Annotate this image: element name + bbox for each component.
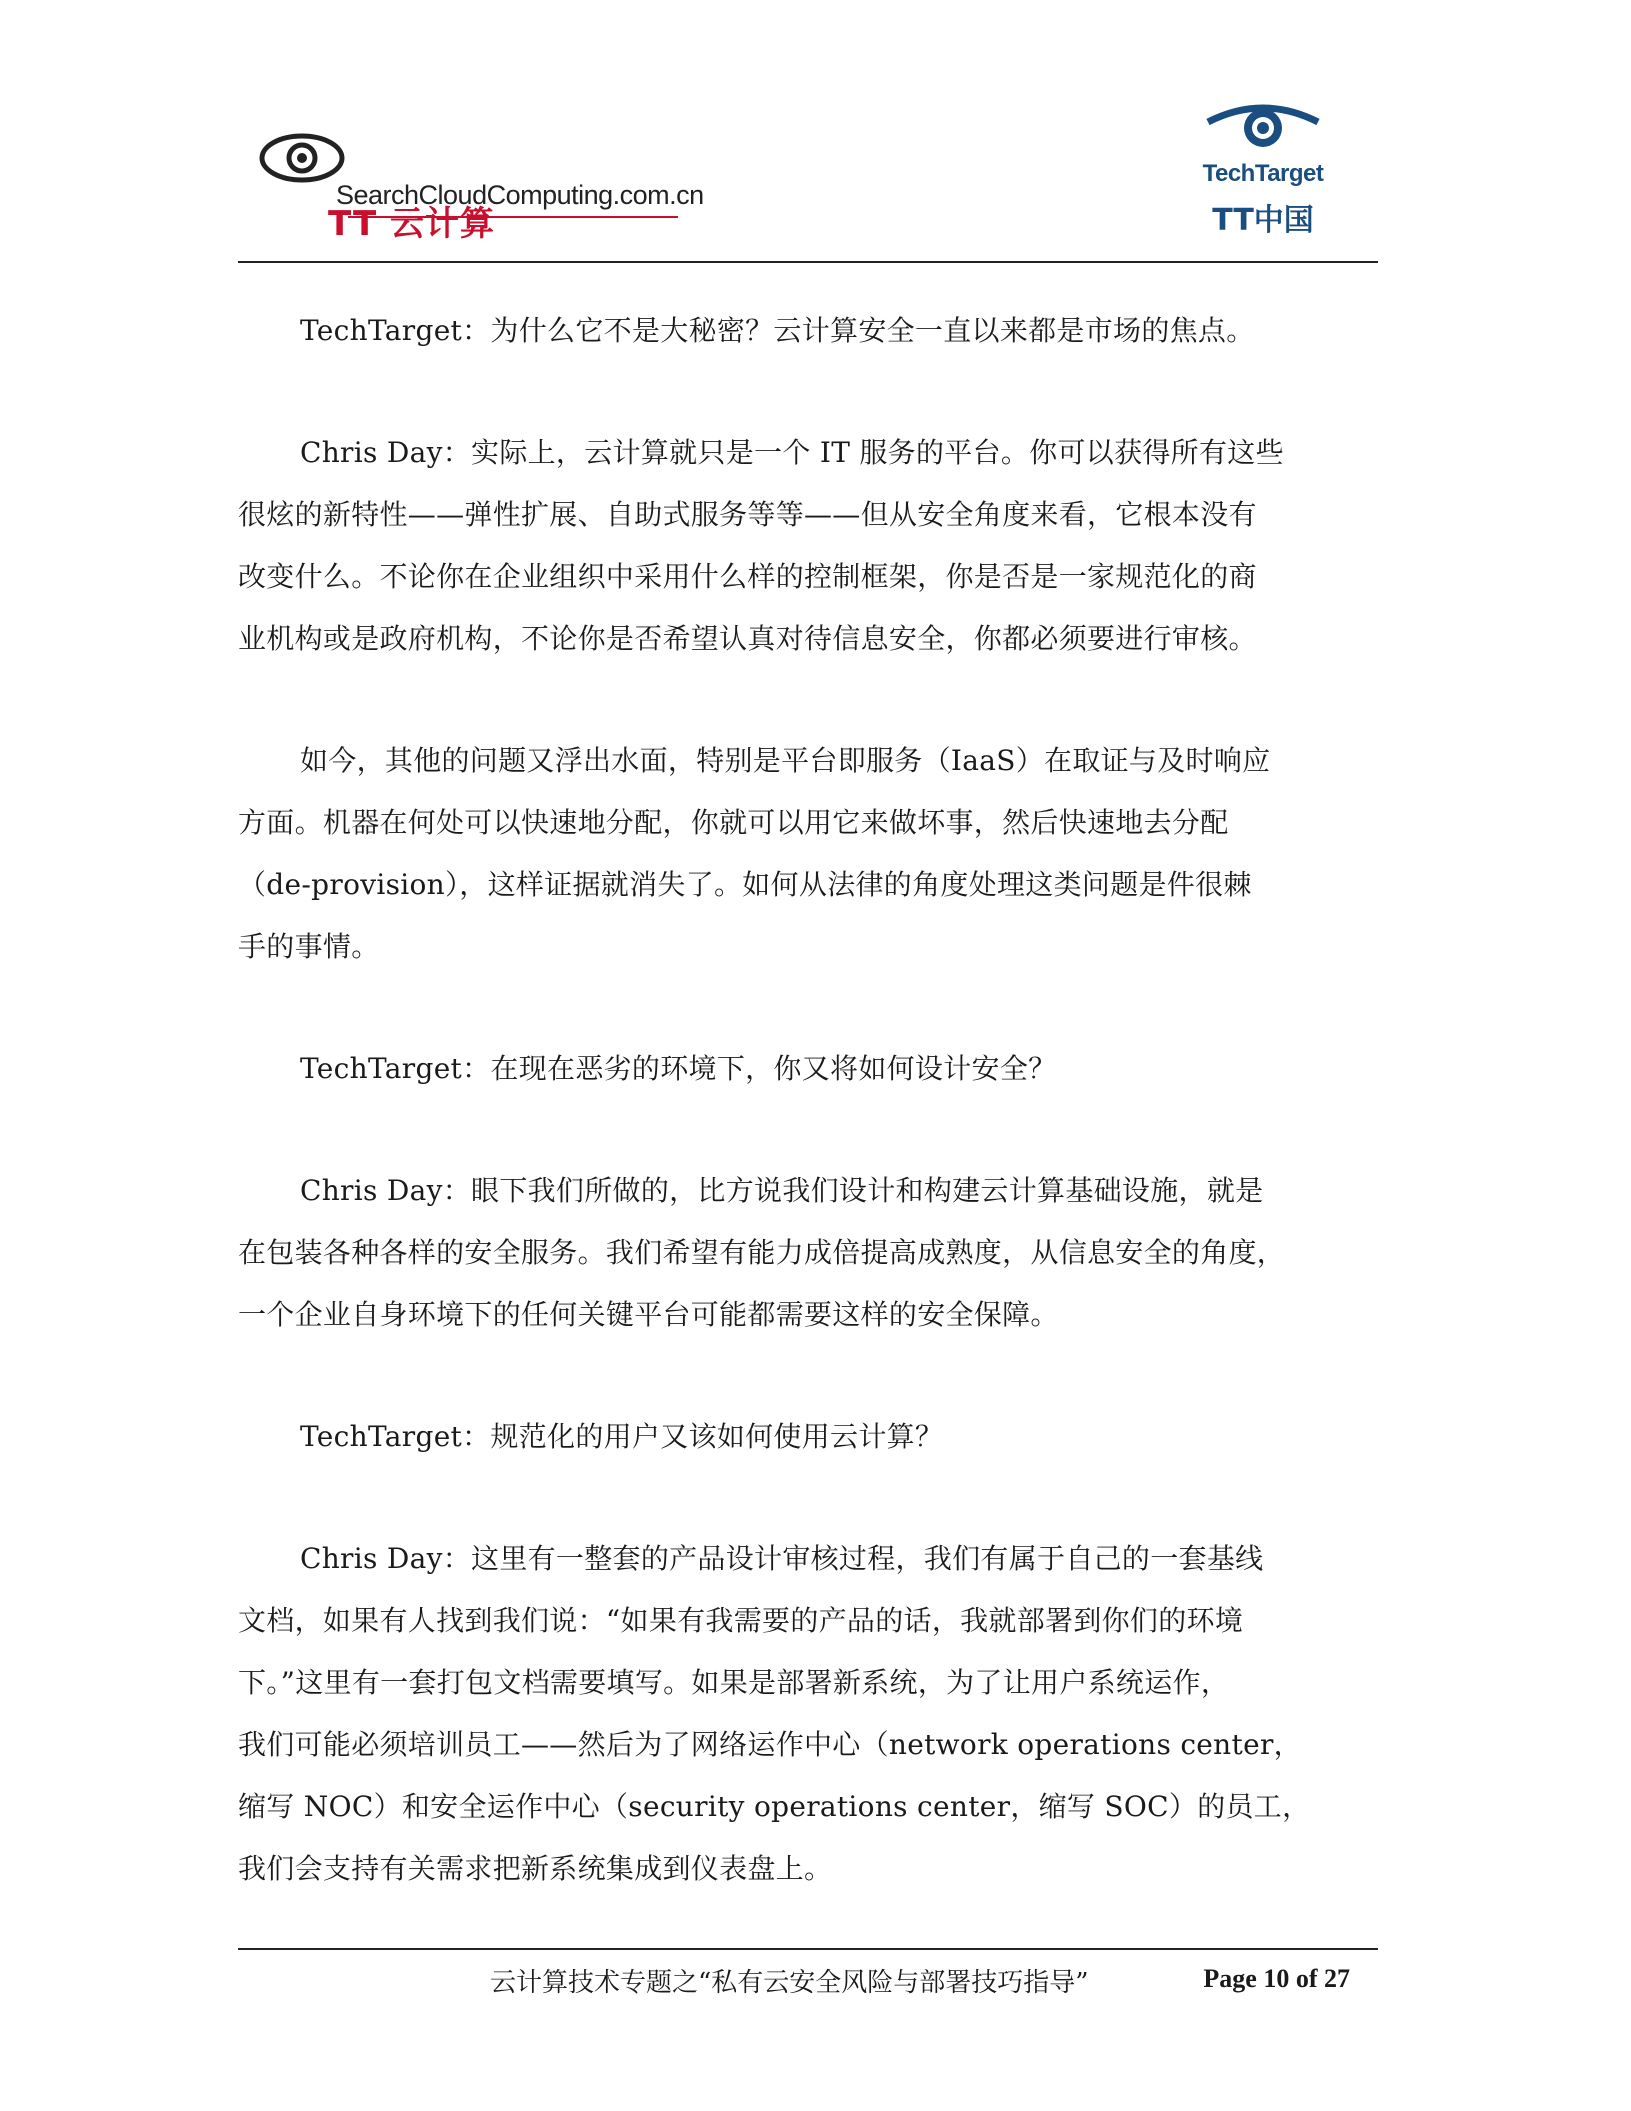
logo-cn-text: TT 云计算 (328, 204, 496, 244)
paragraph-answer-1-cont: 如今，其他的问题又浮出水面，特别是平台即服务（IaaS）在取证与及时响应 方面。机器在何处可以快速地分配，你就可以用它来做坏事，然后快速地去分配 （de-provision），这样证据就消失了。如何从法律的角度处理这类问题是件很棘 手的事情。 (238, 744, 1271, 963)
techtarget-eye-icon (1198, 100, 1328, 160)
page-footer (238, 1958, 1378, 2006)
logo-underline (348, 214, 768, 220)
header-divider (238, 261, 1378, 263)
article-body (238, 300, 1398, 1900)
techtarget-brand-text: TechTarget (1202, 160, 1324, 187)
footer-title: 云计算技术专题之“私有云安全风险与部署技巧指导” (490, 1968, 1089, 1998)
paragraph-answer-2: Chris Day：眼下我们所做的，比方说我们设计和构建云计算基础设施，就是 在包装各种各样的安全服务。我们希望有能力成倍提高成熟度，从信息安全的角度， 一个企业自身环境下的任何关键平台可能都需要这样的安全保障。 (238, 1174, 1286, 1331)
paragraph-answer-3: Chris Day：这里有一整套的产品设计审核过程，我们有属于自己的一套基线 文档，如果有人找到我们说：“如果有我需要的产品的话，我就部署到你们的环境 下。”这里有一套打包文档需要填写。如果是部署新系统，为了让用户系统运作， 我们可能必须培训员工——然后为了网络运作中心（network operations center， 缩写 NOC）和安全运作中心（security operations center，缩写 SOC）的员工， 我们会支持有关需求把新系统集成到仪表盘上。 (238, 1542, 1311, 1885)
searchcloudcomputing-logo (258, 128, 704, 244)
paragraph-question-2: TechTarget：在现在恶劣的环境下，你又将如何设计安全？ (300, 1052, 1057, 1085)
paragraph-answer-1: Chris Day：实际上，云计算就只是一个 IT 服务的平台。你可以获得所有这些 很炫的新特性——弹性扩展、自助式服务等等——但从安全角度来看，它根本没有 改变什么。不论你在企业组织中采用什么样的控制框架，你是否是一家规范化的商 业机构或是政府机构，不论你是否希望认真对待信息安全，你都必须要进行审核。 (238, 436, 1284, 655)
paragraph-question-1: TechTarget：为什么它不是大秘密？云计算安全一直以来都是市场的焦点。 (300, 314, 1255, 347)
footer-divider (238, 1948, 1378, 1950)
page-number: Page 10 of 27 (1203, 1964, 1350, 1993)
techtarget-logo (1198, 100, 1328, 240)
paragraph-question-3: TechTarget：规范化的用户又该如何使用云计算？ (300, 1420, 944, 1453)
logo-domain-text: SearchCloudComputing.com.cn (336, 180, 704, 210)
techtarget-cn-text: TT中国 (1212, 203, 1314, 238)
page-header (238, 100, 1378, 260)
